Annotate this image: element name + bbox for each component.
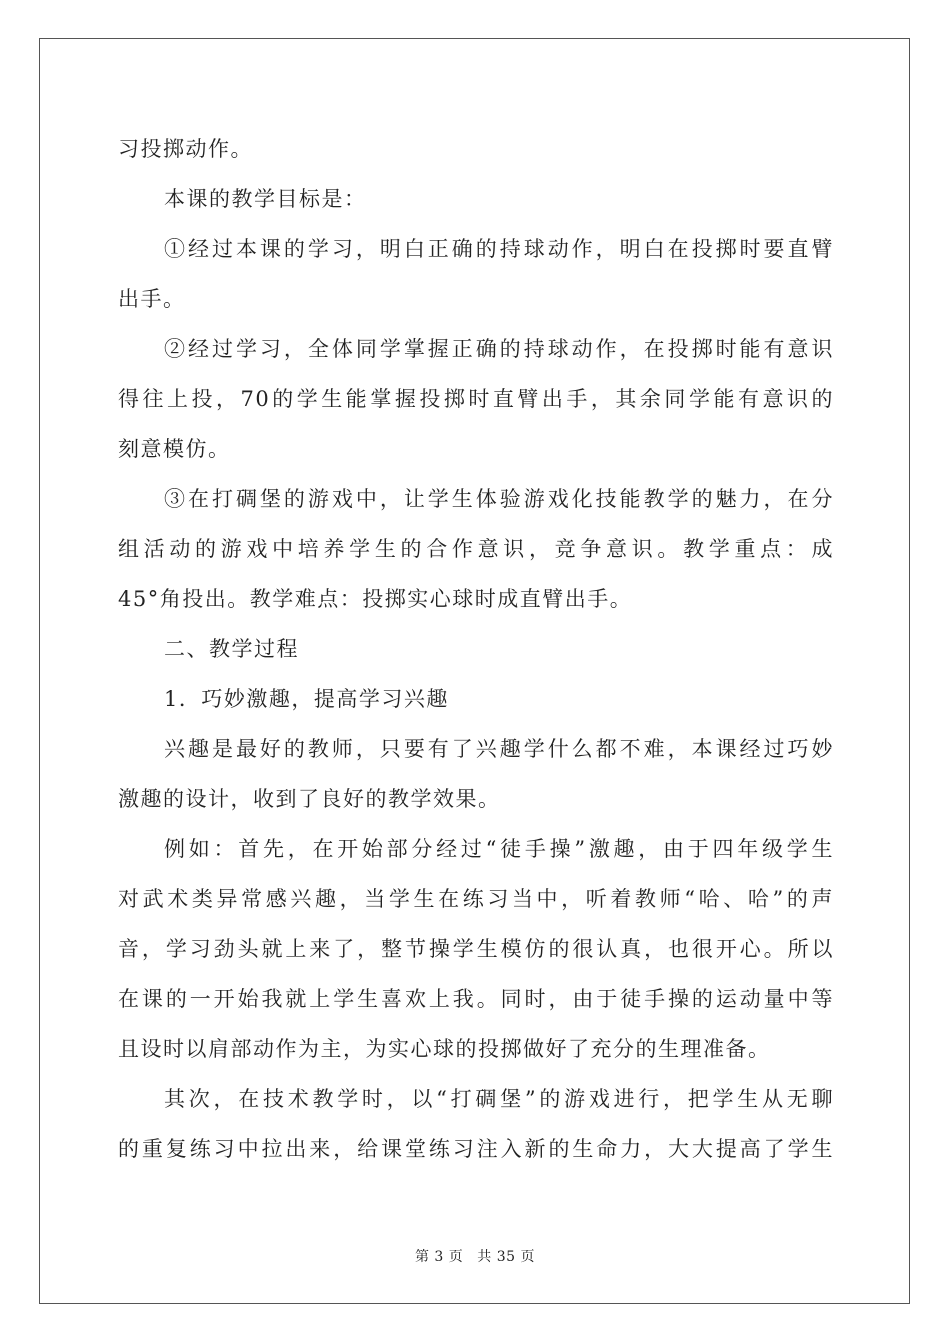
text-line: 1．巧妙激趣，提高学习兴趣 <box>164 687 449 711</box>
page-footer <box>0 1246 950 1266</box>
document-body <box>118 124 834 1174</box>
page-total: 共 35 页 <box>477 1249 536 1265</box>
text-line: 刻意模仿。 <box>118 437 231 461</box>
text-line: 在课的一开始我就上学生喜欢上我。同时，由于徒手操的运动量中等 <box>118 987 834 1011</box>
text-line: 且设时以肩部动作为主，为实心球的投掷做好了充分的生理准备。 <box>118 1037 771 1061</box>
text-line: 组活动的游戏中培养学生的合作意识，竞争意识。教学重点：成 <box>118 537 834 561</box>
text-line: 本课的教学目标是： <box>164 187 367 211</box>
text-line: 对武术类异常感兴趣，当学生在练习当中，听着教师“哈、哈”的声 <box>118 887 834 911</box>
text-line: 的重复练习中拉出来，给课堂练习注入新的生命力，大大提高了学生 <box>118 1137 834 1161</box>
text-line: 激趣的设计，收到了良好的教学效果。 <box>118 787 501 811</box>
text-line: 得往上投，70的学生能掌握投掷时直臂出手，其余同学能有意识的 <box>118 387 834 411</box>
text-line: 二、教学过程 <box>164 637 299 661</box>
text-line: 音，学习劲头就上来了，整节操学生模仿的很认真，也很开心。所以 <box>118 937 834 961</box>
text-line: 例如：首先，在开始部分经过“徒手操”激趣，由于四年级学生 <box>164 837 834 861</box>
text-line: ①经过本课的学习，明白正确的持球动作，明白在投掷时要直臂 <box>164 237 834 261</box>
text-line: 出手。 <box>118 287 186 311</box>
page-number: 第 3 页 <box>414 1249 464 1265</box>
text-line: 45°角投出。教学难点：投掷实心球时成直臂出手。 <box>118 587 633 611</box>
text-line: ②经过学习，全体同学掌握正确的持球动作，在投掷时能有意识 <box>164 337 834 361</box>
text-line: 习投掷动作。 <box>118 137 253 161</box>
text-line: 兴趣是最好的教师，只要有了兴趣学什么都不难，本课经过巧妙 <box>164 737 834 761</box>
text-line: ③在打碉堡的游戏中，让学生体验游戏化技能教学的魅力，在分 <box>164 487 834 511</box>
text-line: 其次，在技术教学时，以“打碉堡”的游戏进行，把学生从无聊 <box>164 1087 834 1111</box>
